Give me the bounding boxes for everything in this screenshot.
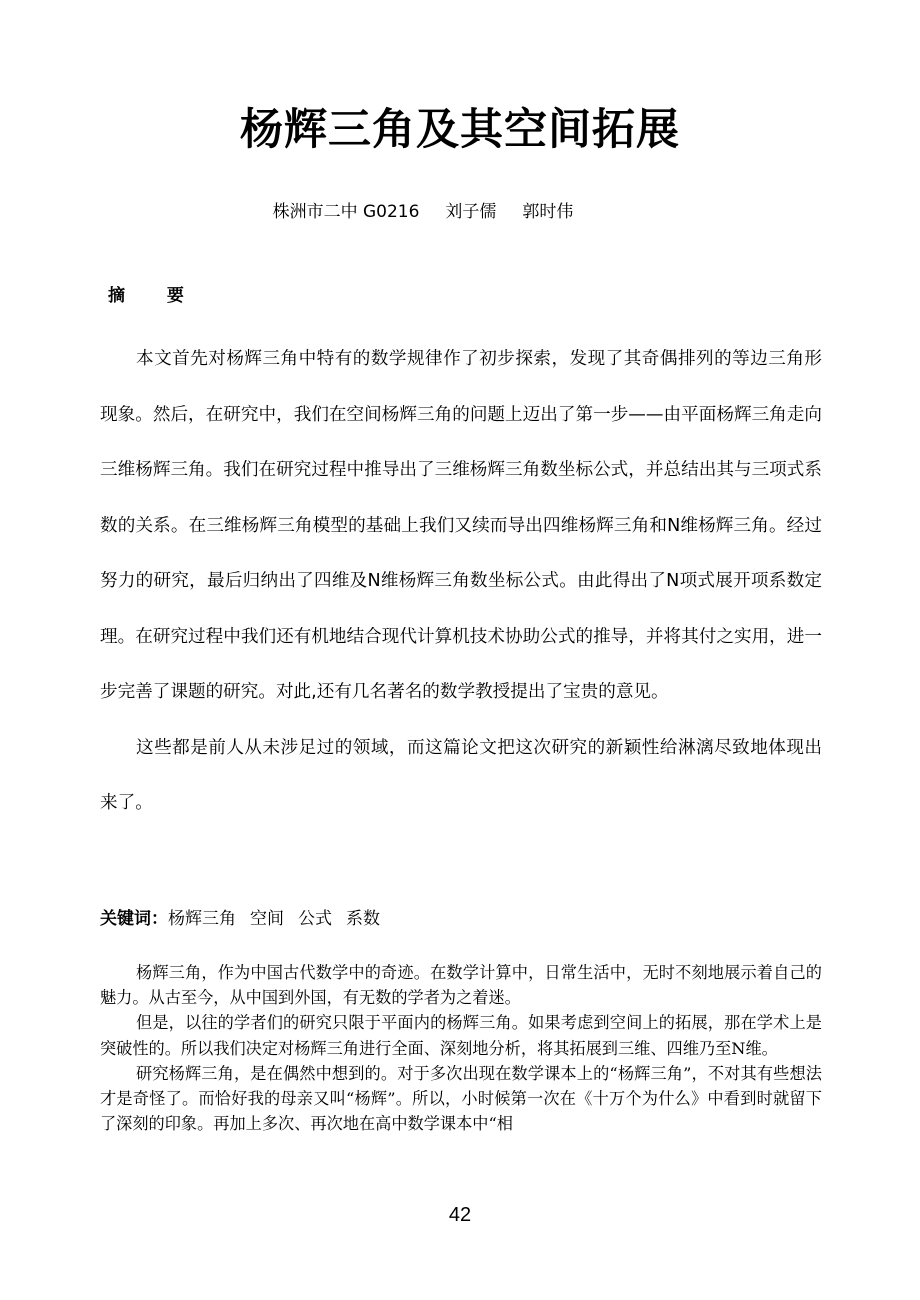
body-paragraph: 研究杨辉三角，是在偶然中想到的。对于多次出现在数学课本上的“杨辉三角”，不对其有些想法才是奇怪了。而恰好我的母亲又叫“杨辉”。所以，小时候第一次在《十万个为什么》中看到时就留下了深刻的印象。再加上多次、再次地在高中数学课本中“相 bbox=[100, 1063, 822, 1134]
keywords-label: 关键词： bbox=[100, 909, 168, 929]
body-section bbox=[100, 960, 822, 1136]
abstract-paragraph: 本文首先对杨辉三角中特有的数学规律作了初步探索，发现了其奇偶排列的等边三角形现象。然后，在研究中，我们在空间杨辉三角的问题上迈出了第一步——由平面杨辉三角走向三维杨辉三角。我们在研究过程中推导出了三维杨辉三角数坐标公式，并总结出其与三项式系数的关系。在三维杨辉三角模型的基础上我们又续而导出四维杨辉三角和N维杨辉三角。经过努力的研究，最后归纳出了四维及N维杨辉三角数坐标公式。由此得出了N项式展开项系数定理。在研究过程中我们还有机地结合现代计算机技术协助公式的推导，并将其付之实用，进一步完善了课题的研究。对此,还有几名著名的数学教授提出了宝贵的意见。 bbox=[100, 349, 822, 702]
abstract-section bbox=[100, 332, 822, 832]
keyword: 空间 bbox=[250, 909, 284, 929]
keyword: 公式 bbox=[298, 909, 332, 929]
page-number: 42 bbox=[448, 1204, 472, 1226]
author-line bbox=[0, 198, 846, 226]
paper-title: 杨辉三角及其空间拓展 bbox=[240, 105, 680, 155]
body-paragraph: 杨辉三角，作为中国古代数学中的奇迹。在数学计算中，日常生活中，无时不刻地展示着自己的魅力。从古至今，从中国到外国，有无数的学者为之着迷。 bbox=[100, 963, 822, 1008]
keyword: 系数 bbox=[346, 909, 380, 929]
abstract-paragraph: 这些都是前人从未涉足过的领域，而这篇论文把这次研究的新颖性给淋漓尽致地体现出来了。 bbox=[100, 737, 822, 813]
author-name: 刘子儒 bbox=[445, 202, 497, 222]
author-name: 郭时伟 bbox=[522, 202, 574, 222]
abstract-heading: 摘 要 bbox=[108, 286, 202, 306]
school-affiliation: 株洲市二中 G0216 bbox=[272, 202, 420, 222]
keyword: 杨辉三角 bbox=[168, 909, 236, 929]
keywords-line bbox=[100, 904, 394, 934]
body-paragraph: 但是，以往的学者们的研究只限于平面内的杨辉三角。如果考虑到空间上的拓展，那在学术上是突破性的。所以我们决定对杨辉三角进行全面、深刻地分析，将其拓展到三维、四维乃至N维。 bbox=[100, 1013, 822, 1058]
